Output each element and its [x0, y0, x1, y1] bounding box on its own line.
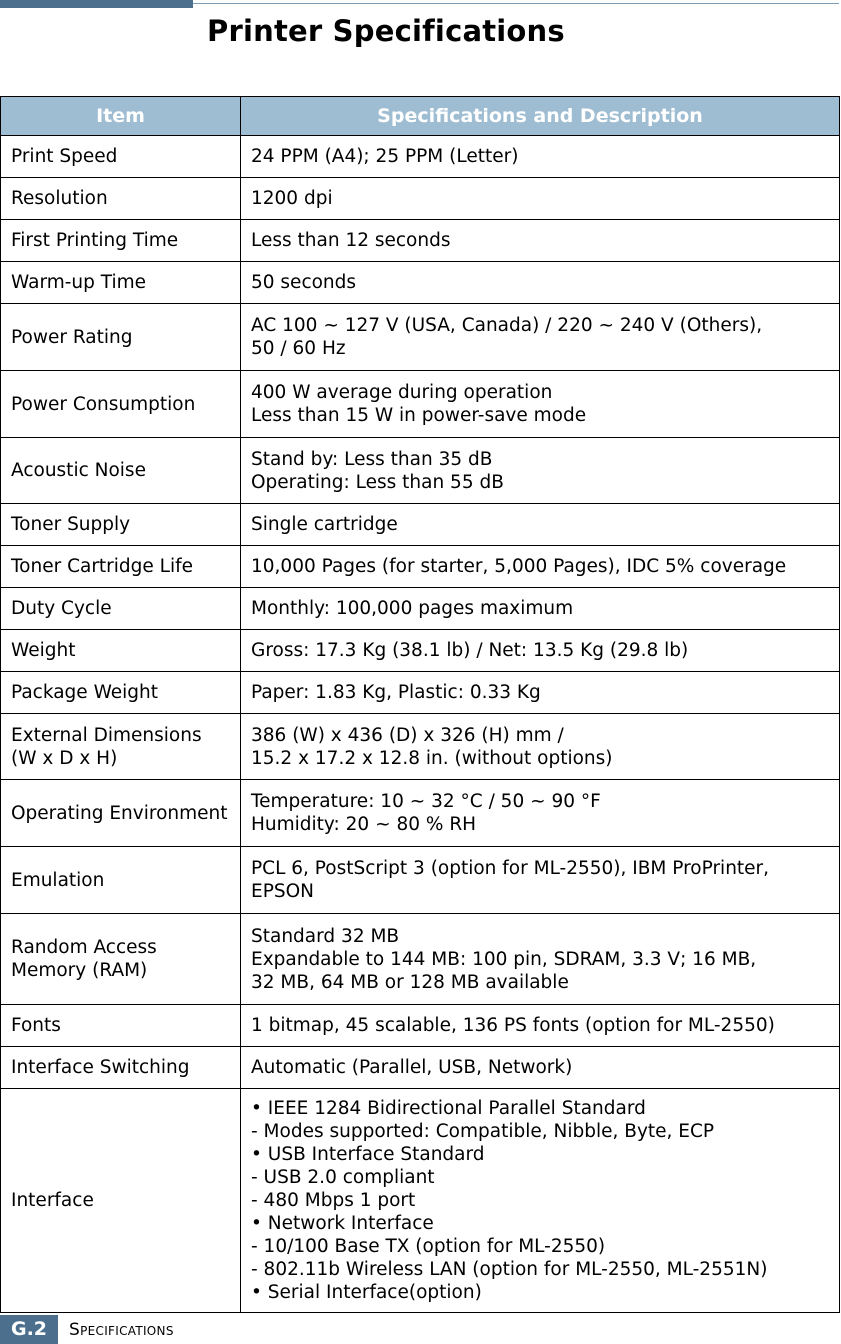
row-item-label: Interface — [1, 1089, 241, 1313]
table-row — [1, 847, 840, 914]
row-item-label: Toner Cartridge Life — [1, 546, 241, 588]
page-number-badge: G.2 — [0, 1315, 58, 1344]
header-accent-bar — [0, 0, 193, 8]
row-item-label: Weight — [1, 630, 241, 672]
table-row — [1, 304, 840, 371]
row-item-label: Power Consumption — [1, 371, 241, 438]
table-row — [1, 672, 840, 714]
table-row — [1, 1005, 840, 1047]
table-row — [1, 178, 840, 220]
row-item-label: Acoustic Noise — [1, 438, 241, 504]
table-row — [1, 136, 840, 178]
footer-section-label: Specifications — [69, 1320, 174, 1340]
row-item-label: External Dimensions (W x D x H) — [1, 714, 241, 780]
table-header-row — [1, 97, 840, 136]
row-item-label: Interface Switching — [1, 1047, 241, 1089]
row-spec-value: Automatic (Parallel, USB, Network) — [241, 1047, 840, 1089]
row-spec-value: • IEEE 1284 Bidirectional Parallel Standard - Modes supported: Compatible, Nibble, Byte, ECP • USB Interface Standard - USB 2.0 compliant - 480 Mbps 1 port • Network Interface - 10/100 Base TX (option for ML-2550) - 802.11b Wireless LAN (option for ML-2550, ML-2551N) • Serial Interface(option) — [241, 1089, 840, 1313]
row-item-label: Operating Environment — [1, 780, 241, 847]
row-spec-value: 400 W average during operation Less than 15 W in power-save mode — [241, 371, 840, 438]
table-row — [1, 220, 840, 262]
table-row — [1, 714, 840, 780]
row-spec-value: AC 100 ~ 127 V (USA, Canada) / 220 ~ 240 V (Others), 50 / 60 Hz — [241, 304, 840, 371]
row-spec-value: 386 (W) x 436 (D) x 326 (H) mm / 15.2 x 17.2 x 12.8 in. (without options) — [241, 714, 840, 780]
row-spec-value: PCL 6, PostScript 3 (option for ML-2550), IBM ProPrinter, EPSON — [241, 847, 840, 914]
page-title: Printer Specifications — [207, 14, 565, 48]
row-item-label: Resolution — [1, 178, 241, 220]
table-row — [1, 588, 840, 630]
row-spec-value: 50 seconds — [241, 262, 840, 304]
table-row — [1, 1047, 840, 1089]
row-spec-value: 1 bitmap, 45 scalable, 136 PS fonts (option for ML-2550) — [241, 1005, 840, 1047]
table-row — [1, 1089, 840, 1313]
row-item-label: Fonts — [1, 1005, 241, 1047]
row-spec-value: 10,000 Pages (for starter, 5,000 Pages), IDC 5% coverage — [241, 546, 840, 588]
header-specifications: Specifications and Description — [241, 97, 840, 136]
row-spec-value: Standard 32 MB Expandable to 144 MB: 100 pin, SDRAM, 3.3 V; 16 MB, 32 MB, 64 MB or 128 MB available — [241, 914, 840, 1005]
row-item-label: First Printing Time — [1, 220, 241, 262]
row-item-label: Warm-up Time — [1, 262, 241, 304]
table-row — [1, 630, 840, 672]
table-row — [1, 504, 840, 546]
table-row — [1, 914, 840, 1005]
row-spec-value: Paper: 1.83 Kg, Plastic: 0.33 Kg — [241, 672, 840, 714]
row-spec-value: Single cartridge — [241, 504, 840, 546]
row-item-label: Print Speed — [1, 136, 241, 178]
table-row — [1, 780, 840, 847]
row-item-label: Random Access Memory (RAM) — [1, 914, 241, 1005]
row-spec-value: Less than 12 seconds — [241, 220, 840, 262]
table-row — [1, 371, 840, 438]
header-rule — [193, 3, 839, 4]
table-row — [1, 262, 840, 304]
row-spec-value: Temperature: 10 ~ 32 °C / 50 ~ 90 °F Humidity: 20 ~ 80 % RH — [241, 780, 840, 847]
table-row — [1, 546, 840, 588]
row-item-label: Duty Cycle — [1, 588, 241, 630]
row-item-label: Emulation — [1, 847, 241, 914]
row-item-label: Package Weight — [1, 672, 241, 714]
row-item-label: Toner Supply — [1, 504, 241, 546]
row-item-label: Power Rating — [1, 304, 241, 371]
table-row — [1, 438, 840, 504]
row-spec-value: Gross: 17.3 Kg (38.1 lb) / Net: 13.5 Kg (29.8 lb) — [241, 630, 840, 672]
row-spec-value: 24 PPM (A4); 25 PPM (Letter) — [241, 136, 840, 178]
row-spec-value: Monthly: 100,000 pages maximum — [241, 588, 840, 630]
row-spec-value: 1200 dpi — [241, 178, 840, 220]
specifications-table — [0, 96, 840, 1313]
header-item: Item — [1, 97, 241, 136]
row-spec-value: Stand by: Less than 35 dB Operating: Less than 55 dB — [241, 438, 840, 504]
